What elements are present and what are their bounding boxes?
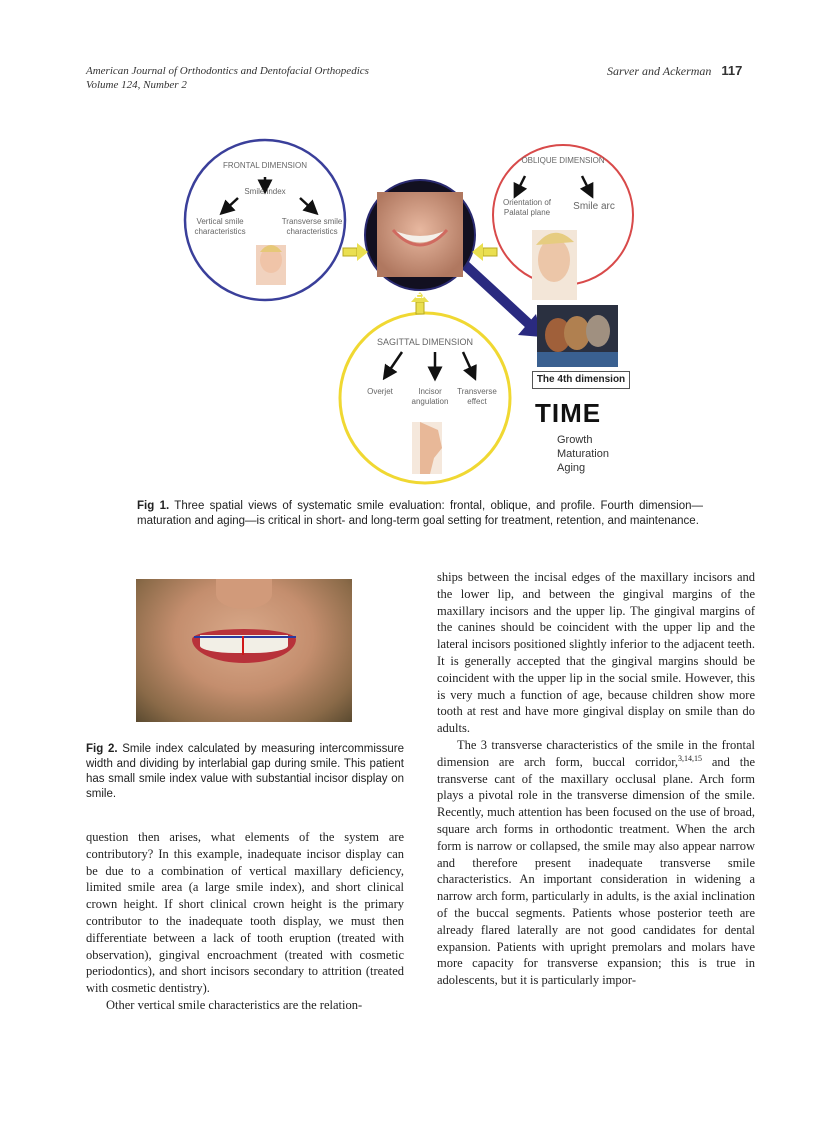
right-paragraph-2-rest: and the transverse cant of the maxillary occlusal plane. Arch form plays a pivotal role in the transverse dimension of the smile. Recently, much attention has been focused on the use of broad, square arch forms in orthodontic treatment. When the arch form is narrow or collapsed, the smile may also appear narrow and therefore present inadequate transverse smile characteristics. An important consideration in widening a narrow arch form, particularly in adults, is the axial inclination of the buccal segments. Patients whose posterior teeth are already flared laterally are not good candidates for dental expansion. Patients with upright premolars and molars have more capacity for transverse expansion; this is true in adolescents, but it is particularly impor- xyxy=(437,754,755,988)
figure-1-diagram xyxy=(180,130,660,490)
journal-volume: Volume 124, Number 2 xyxy=(86,79,187,91)
ideal-label: IDEAL xyxy=(405,290,435,301)
figure-1-label: Fig 1. xyxy=(137,500,170,512)
page-number: 117 xyxy=(721,63,743,78)
palatal-plane-label: Orientation of Palatal plane xyxy=(502,198,552,217)
left-paragraph-1: question then arises, what elements of the system are contributory? In this example, inadequate incisor display can be due to a combination of vertical maxillary deficiency, limited smile area (a large smile index), and short clinical crown height. If short clinical crown height is the primary contributor to the inadequate tooth display, we must then differentiate between a lack of tooth eruption (treated with observation), gingival encroachment (treated with cosmetic periodontics), and short incisors secondary to attrition (treated with cosmetic dentistry). xyxy=(86,830,404,996)
time-item-maturation: Maturation xyxy=(557,448,609,460)
authors: Sarver and Ackerman xyxy=(607,64,712,78)
right-column-text xyxy=(437,569,755,989)
smile-arc-label: Smile arc xyxy=(573,201,615,212)
figure-1-caption xyxy=(137,499,703,529)
intercommissure-line xyxy=(194,636,296,638)
citation-refs: 3,14,15 xyxy=(677,753,702,763)
journal-title: American Journal of Orthodontics and Dentofacial Orthopedics xyxy=(86,65,369,77)
right-paragraph-2-start: The 3 transverse characteristics of the smile in the frontal dimension are arch form, buccal corridor, xyxy=(437,737,755,769)
nose-shape xyxy=(216,579,272,609)
running-header-right xyxy=(607,63,742,79)
time-list xyxy=(557,433,609,475)
right-paragraph-2 xyxy=(437,737,755,989)
time-word: TIME xyxy=(535,398,602,428)
left-column-text xyxy=(86,829,404,1014)
figure-2-photo xyxy=(136,579,352,722)
incisor-angulation-label: Incisor angulation xyxy=(411,387,449,406)
sagittal-dimension-title: SAGITTAL DIMENSION xyxy=(376,337,473,347)
figure-2-label: Fig 2. xyxy=(86,743,118,755)
left-paragraph-2: Other vertical smile characteristics are the relation- xyxy=(106,997,363,1012)
transverse-smile-label: Transverse smile characteristics xyxy=(281,217,343,236)
running-header-journal xyxy=(86,64,369,92)
figure-1-caption-text: Three spatial views of systematic smile evaluation: frontal, oblique, and profile. Fourth dimension—maturation and aging—is critical in short- and long-term goal setting for treatment, retention, and maintenance. xyxy=(137,500,703,527)
transverse-effect-label: Transverse effect xyxy=(457,387,497,406)
frontal-dimension-title: FRONTAL DIMENSION xyxy=(222,161,307,170)
vertical-smile-label: Vertical smile characteristics xyxy=(194,217,246,236)
time-item-growth: Growth xyxy=(557,434,593,446)
time-item-aging: Aging xyxy=(557,462,586,474)
overjet-label: Overjet xyxy=(367,387,393,396)
figure-2-caption-text: Smile index calculated by measuring intercommissure width and dividing by interlabial gap during smile. This patient has small smile index value with substantial incisor display on smile. xyxy=(86,743,404,800)
figure-2-caption xyxy=(86,742,404,802)
smile-index-label: Smile index xyxy=(244,187,286,196)
interlabial-gap-line xyxy=(242,636,244,655)
fourth-dimension-label: The 4th dimension xyxy=(532,371,630,389)
oblique-dimension-title: OBLIQUE DIMENSION xyxy=(521,156,605,165)
right-paragraph-1: ships between the incisal edges of the maxillary incisors and the lower lip, and between the gingival margins of the maxillary incisors and the upper lip. The gingival margins of the canines should be coincident with the upper lip and the lateral incisors positioned slightly inferior to the adjacent teeth. It is generally accepted that the gingival margins should be coincident with the upper lip in the social smile. However, this is very much a function of age, because children show more tooth at rest and have more gingival display on smile than do adults. xyxy=(437,570,755,736)
